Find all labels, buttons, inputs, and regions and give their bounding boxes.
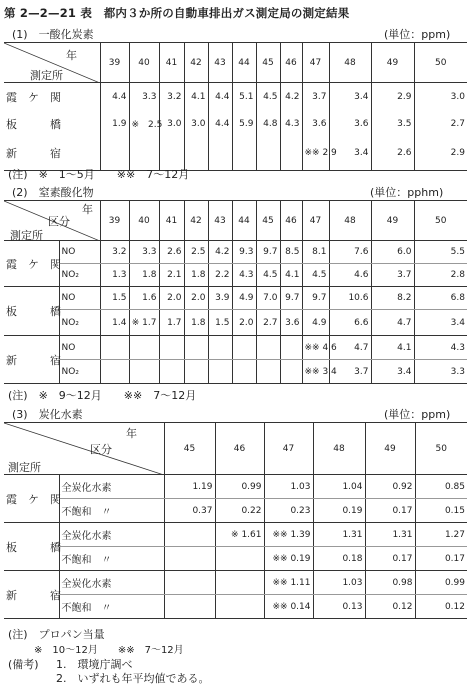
- data-cell: ※※ 4.6: [302, 336, 329, 360]
- data-cell: 4.9: [302, 310, 329, 336]
- data-cell: 4.4: [208, 83, 232, 111]
- section3-note: (注) プロパン当量: [8, 628, 105, 641]
- section1-note: (注) ※ 1〜5月 ※※ 7〜12月: [8, 168, 190, 181]
- data-cell: 8.2: [371, 287, 414, 310]
- station-label: 霞 ケ 関: [6, 90, 61, 104]
- data-cell: 4.5: [302, 264, 329, 287]
- data-cell: [159, 360, 184, 384]
- data-cell: 0.18: [313, 547, 365, 571]
- data-cell: 9.7: [256, 241, 280, 264]
- data-cell: 1.7: [159, 310, 184, 336]
- station-label: 霞 ケ 関: [4, 241, 59, 287]
- data-cell: 4.9: [232, 287, 256, 310]
- data-cell: 5.1: [232, 83, 256, 111]
- data-cell: 4.2: [280, 83, 302, 111]
- data-cell: 1.8: [129, 264, 159, 287]
- station-header: 測定所: [8, 461, 41, 474]
- data-cell: 2.8: [414, 264, 467, 287]
- data-cell: [215, 595, 264, 619]
- row-label: 全炭化水素: [59, 571, 164, 595]
- data-cell: [208, 137, 232, 171]
- data-cell: 4.2: [208, 241, 232, 264]
- data-cell: 0.99: [215, 475, 264, 499]
- data-cell: 1.27: [415, 523, 467, 547]
- data-cell: 4.5: [256, 264, 280, 287]
- table-row: [4, 83, 467, 111]
- section1-heading: (1) 一酸化炭素: [12, 28, 94, 41]
- data-cell: 0.17: [415, 547, 467, 571]
- station-label: 新 宿: [4, 137, 100, 171]
- data-cell: [159, 336, 184, 360]
- table-row: [4, 595, 467, 619]
- data-cell: 9.7: [302, 287, 329, 310]
- data-cell: 4.8: [256, 111, 280, 137]
- data-cell: 4.3: [232, 264, 256, 287]
- data-cell: 7.6: [329, 241, 371, 264]
- data-cell: 4.1: [280, 264, 302, 287]
- data-cell: 4.4: [208, 111, 232, 137]
- data-cell: [100, 360, 129, 384]
- data-cell: 4.1: [184, 83, 208, 111]
- row-label: 全炭化水素: [59, 523, 164, 547]
- data-cell: 1.4: [100, 310, 129, 336]
- data-cell: 0.85: [415, 475, 467, 499]
- data-cell: [208, 360, 232, 384]
- year-cell: 40: [129, 43, 159, 83]
- data-cell: 6.0: [371, 241, 414, 264]
- row-label: 不飽和 〃: [59, 499, 164, 523]
- class-header: 区分: [90, 443, 112, 456]
- data-cell: 3.2: [100, 241, 129, 264]
- data-cell: 0.19: [313, 499, 365, 523]
- data-cell: 2.7: [414, 111, 467, 137]
- year-cell: 50: [414, 43, 467, 83]
- data-cell: 3.6: [302, 111, 329, 137]
- year-cell: 40: [129, 201, 159, 241]
- data-cell: 0.17: [365, 499, 415, 523]
- section3-corner: [4, 423, 164, 475]
- data-cell: ※ 1.61: [215, 523, 264, 547]
- station-header: 測定所: [10, 229, 43, 242]
- data-cell: [184, 336, 208, 360]
- year-cell: 48: [313, 423, 365, 475]
- data-cell: 1.04: [313, 475, 365, 499]
- data-cell: [208, 336, 232, 360]
- data-cell: [129, 360, 159, 384]
- table-row: [4, 336, 467, 360]
- data-cell: 0.92: [365, 475, 415, 499]
- row-label: NO₂: [59, 264, 100, 287]
- year-cell: 39: [100, 43, 129, 83]
- year-cell: 44: [232, 43, 256, 83]
- data-cell: 4.6: [329, 264, 371, 287]
- year-cell: 42: [184, 43, 208, 83]
- table-row: [4, 287, 467, 310]
- data-cell: 4.4: [100, 83, 129, 111]
- year-cell: 45: [256, 201, 280, 241]
- data-cell: 1.03: [264, 475, 313, 499]
- section3-header-row: [4, 423, 467, 475]
- section1-table: [4, 42, 467, 171]
- data-cell: 3.4: [329, 137, 371, 171]
- year-cell: 48: [329, 201, 371, 241]
- year-cell: 49: [371, 201, 414, 241]
- data-cell: [100, 336, 129, 360]
- data-cell: 4.3: [414, 336, 467, 360]
- section2-note: (注) ※ 9〜12月 ※※ 7〜12月: [8, 389, 197, 402]
- year-cell: 47: [302, 201, 329, 241]
- table-row: [4, 571, 467, 595]
- data-cell: 0.13: [313, 595, 365, 619]
- row-label: 不飽和 〃: [59, 595, 164, 619]
- data-cell: 1.8: [184, 264, 208, 287]
- year-cell: 48: [329, 43, 371, 83]
- data-cell: 1.3: [100, 264, 129, 287]
- year-cell: 50: [414, 201, 467, 241]
- data-cell: 4.7: [329, 336, 371, 360]
- data-cell: 5.5: [414, 241, 467, 264]
- data-cell: ※ 2.5: [129, 111, 159, 137]
- year-cell: 50: [415, 423, 467, 475]
- year-cell: 47: [302, 43, 329, 83]
- data-cell: 0.17: [365, 547, 415, 571]
- data-cell: 1.31: [313, 523, 365, 547]
- station-label: 新 宿: [4, 336, 59, 384]
- page-title: 第 2—2—21 表 都内３か所の自動車排出ガス測定局の測定結果: [4, 6, 350, 20]
- station-label: 板 橋: [6, 117, 61, 131]
- remark-item: 2. いずれも年平均値である。: [56, 672, 210, 685]
- data-cell: ※ 1.7: [129, 310, 159, 336]
- data-cell: 1.5: [208, 310, 232, 336]
- table-row: [4, 523, 467, 547]
- year-header: 年: [66, 49, 77, 62]
- data-cell: 3.4: [414, 310, 467, 336]
- data-cell: ※※ 3.4: [302, 360, 329, 384]
- data-cell: 2.1: [159, 264, 184, 287]
- table-row: [4, 111, 467, 137]
- row-label: NO: [59, 287, 100, 310]
- class-header: 区分: [48, 215, 70, 228]
- data-cell: 3.0: [159, 111, 184, 137]
- data-cell: 1.03: [313, 571, 365, 595]
- data-cell: 1.19: [164, 475, 215, 499]
- data-cell: 3.3: [414, 360, 467, 384]
- data-cell: 3.4: [371, 360, 414, 384]
- data-cell: 3.3: [129, 241, 159, 264]
- section3-table: [4, 422, 467, 619]
- year-cell: 49: [371, 43, 414, 83]
- data-cell: 3.4: [329, 83, 371, 111]
- data-cell: 8.5: [280, 241, 302, 264]
- row-label: NO: [59, 336, 100, 360]
- data-cell: [280, 137, 302, 171]
- table-row: [4, 547, 467, 571]
- table-row: [4, 264, 467, 287]
- data-cell: 0.99: [415, 571, 467, 595]
- data-cell: ※※ 1.39: [264, 523, 313, 547]
- data-cell: 1.31: [365, 523, 415, 547]
- data-cell: [232, 137, 256, 171]
- data-cell: [232, 336, 256, 360]
- data-cell: 2.0: [232, 310, 256, 336]
- year-cell: 41: [159, 43, 184, 83]
- data-cell: 0.12: [415, 595, 467, 619]
- data-cell: 0.98: [365, 571, 415, 595]
- station-label: 板 橋: [4, 523, 59, 571]
- section2-table: [4, 200, 467, 384]
- data-cell: 1.9: [100, 111, 129, 137]
- data-cell: 2.2: [208, 264, 232, 287]
- row-label: NO₂: [59, 310, 100, 336]
- section2-header-row: [4, 201, 467, 241]
- data-cell: 6.8: [414, 287, 467, 310]
- data-cell: 2.0: [184, 287, 208, 310]
- row-label: NO: [59, 241, 100, 264]
- data-cell: 9.3: [232, 241, 256, 264]
- data-cell: 0.12: [365, 595, 415, 619]
- data-cell: 3.3: [129, 83, 159, 111]
- data-cell: [256, 137, 280, 171]
- year-cell: 43: [208, 201, 232, 241]
- data-cell: 3.9: [208, 287, 232, 310]
- data-cell: 4.3: [280, 111, 302, 137]
- data-cell: 2.6: [159, 241, 184, 264]
- data-cell: [280, 360, 302, 384]
- remark-item: 1. 環境庁調べ: [56, 658, 133, 671]
- data-cell: [215, 547, 264, 571]
- data-cell: 3.6: [329, 111, 371, 137]
- data-cell: 1.5: [100, 287, 129, 310]
- data-cell: 3.5: [371, 111, 414, 137]
- data-cell: 0.15: [415, 499, 467, 523]
- table-row: [4, 241, 467, 264]
- data-cell: [215, 571, 264, 595]
- data-cell: [280, 336, 302, 360]
- data-cell: 0.37: [164, 499, 215, 523]
- year-cell: 39: [100, 201, 129, 241]
- data-cell: 3.6: [280, 310, 302, 336]
- data-cell: [164, 571, 215, 595]
- data-cell: 2.5: [184, 241, 208, 264]
- table-row: [4, 360, 467, 384]
- year-cell: 41: [159, 201, 184, 241]
- data-cell: 0.23: [264, 499, 313, 523]
- table-row: [4, 475, 467, 499]
- year-cell: 46: [215, 423, 264, 475]
- data-cell: 3.0: [414, 83, 467, 111]
- data-cell: 2.6: [371, 137, 414, 171]
- table-row: [4, 310, 467, 336]
- data-cell: 10.6: [329, 287, 371, 310]
- data-cell: [164, 595, 215, 619]
- data-cell: 4.5: [256, 83, 280, 111]
- section1-corner: [4, 43, 100, 83]
- section1-header-row: [4, 43, 467, 83]
- data-cell: [164, 523, 215, 547]
- data-cell: 4.1: [371, 336, 414, 360]
- row-label: 全炭化水素: [59, 475, 164, 499]
- year-cell: 45: [256, 43, 280, 83]
- data-cell: 9.7: [280, 287, 302, 310]
- data-cell: 3.2: [159, 83, 184, 111]
- data-cell: [256, 360, 280, 384]
- data-cell: 0.22: [215, 499, 264, 523]
- data-cell: 7.0: [256, 287, 280, 310]
- data-cell: [164, 547, 215, 571]
- section2-unit: (単位：pphm): [370, 186, 444, 199]
- row-label: NO₂: [59, 360, 100, 384]
- year-header: 年: [82, 203, 93, 216]
- data-cell: ※※ 2.9: [302, 137, 329, 171]
- year-cell: 42: [184, 201, 208, 241]
- data-cell: 2.9: [371, 83, 414, 111]
- section3-note-marks: ※ 10〜12月 ※※ 7〜12月: [34, 645, 184, 656]
- data-cell: 3.7: [302, 83, 329, 111]
- year-cell: 44: [232, 201, 256, 241]
- data-cell: 1.6: [129, 287, 159, 310]
- station-header: 測定所: [30, 69, 63, 82]
- year-cell: 49: [365, 423, 415, 475]
- row-label: 不飽和 〃: [59, 547, 164, 571]
- section2-corner: [4, 201, 100, 241]
- table-row: [4, 499, 467, 523]
- data-cell: 1.8: [184, 310, 208, 336]
- data-cell: [232, 360, 256, 384]
- remarks-label: (備考): [8, 658, 39, 671]
- data-cell: 4.7: [371, 310, 414, 336]
- data-cell: 5.9: [232, 111, 256, 137]
- data-cell: 2.9: [414, 137, 467, 171]
- station-label: 板 橋: [4, 287, 59, 336]
- data-cell: ※※ 1.11: [264, 571, 313, 595]
- data-cell: 3.7: [371, 264, 414, 287]
- year-cell: 45: [164, 423, 215, 475]
- year-cell: 46: [280, 43, 302, 83]
- data-cell: 2.7: [256, 310, 280, 336]
- data-cell: [184, 360, 208, 384]
- data-cell: [129, 336, 159, 360]
- year-header: 年: [126, 427, 137, 440]
- section3-unit: (単位：ppm): [384, 408, 451, 421]
- data-cell: 3.7: [329, 360, 371, 384]
- data-cell: ※※ 0.14: [264, 595, 313, 619]
- data-cell: 8.1: [302, 241, 329, 264]
- section2-heading: (2) 窒素酸化物: [12, 186, 94, 199]
- data-cell: ※※ 0.19: [264, 547, 313, 571]
- year-cell: 46: [280, 201, 302, 241]
- station-label: 霞 ケ 関: [4, 475, 59, 523]
- data-cell: 2.0: [159, 287, 184, 310]
- year-cell: 43: [208, 43, 232, 83]
- data-cell: 3.0: [184, 111, 208, 137]
- section1-unit: (単位：ppm): [384, 28, 451, 41]
- section3-heading: (3) 炭化水素: [12, 408, 83, 421]
- year-cell: 47: [264, 423, 313, 475]
- station-label: 新 宿: [4, 571, 59, 619]
- data-cell: [256, 336, 280, 360]
- data-cell: 6.6: [329, 310, 371, 336]
